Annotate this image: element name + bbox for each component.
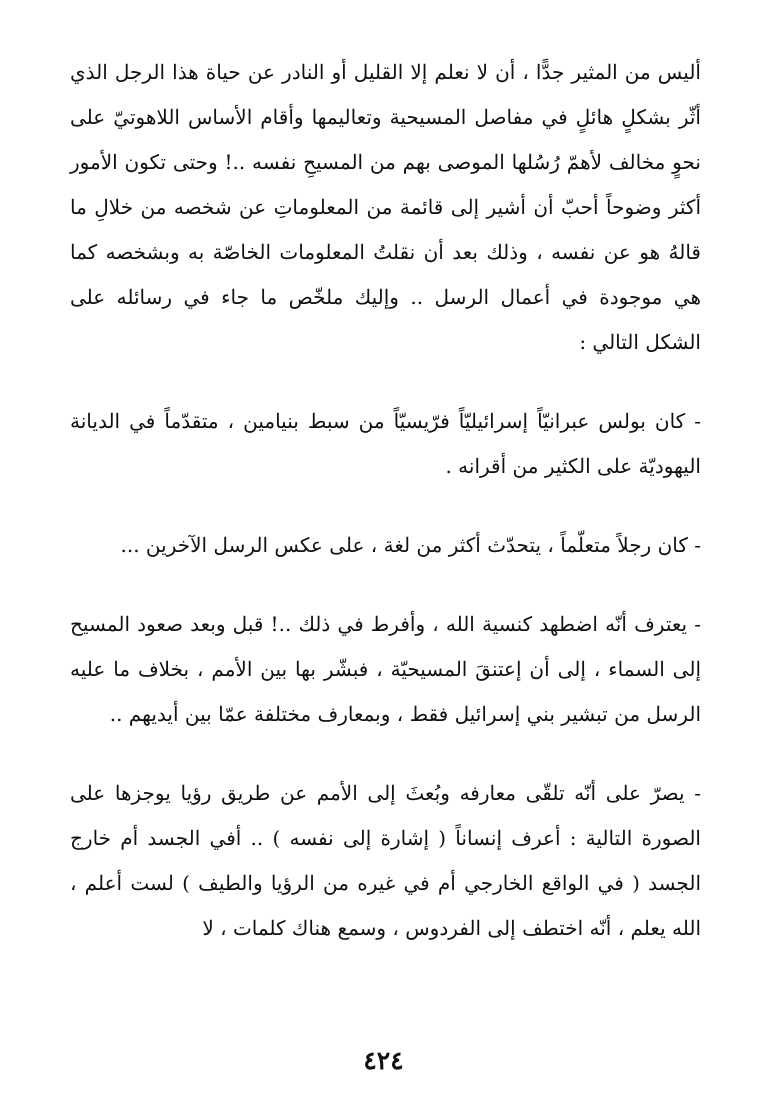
intro-paragraph: أليس من المثير جدًّا ، أن لا نعلم إلا القليل أو النادر عن حياة هذا الرجل الذي أثّر بشكلٍ هائلٍ في مفاصل المسيحية وتعاليمها وأقام الأساس اللاهوتيّ على نحوٍ مخالف لأهمّ رُسُلها الموصى بهم من المسيحِ نفسه ..! وحتى تكون الأمور أكثر وضوحاً أحبّ أن أشير إلى قائمة من المعلوماتِ عن شخصه من خلالِ ما قالهُ هو عن نفسه ، وذلك بعد أن نقلتُ المعلومات الخاصّة به وبشخصه كما هي موجودة في أعمال الرسل .. وإليك ملخّص ما جاء في رسائله على الشكل التالي : (70, 60, 701, 354)
list-item-hebrew-pharisee: - كان بولس عبرانيّاً إسرائيليّاً فرّيسيّاً من سبط بنيامين ، متقدّماً في الديانة اليهوديّة على الكثير من أقرانه . (70, 409, 701, 478)
body-text (70, 50, 701, 951)
list-item-educated: - كان رجلاً متعلّماً ، يتحدّث أكثر من لغة ، على عكس الرسل الآخرين ... (120, 533, 701, 557)
page-number: ٤٢٤ (363, 1046, 404, 1075)
list-item-persecution: - يعترف أنّه اضطهد كنسية الله ، وأفرط في ذلك ..! قبل وبعد صعود المسيح إلى السماء ، إلى أن إعتنقَ المسيحيّة ، فبشّر بها بين الأمم ، بخلاف ما عليه الرسل من تبشير بني إسرائيل فقط ، وبمعارف مختلفة عمّا بين أيديهم .. (70, 612, 701, 726)
list-item-vision: - يصرّ على أنّه تلقّى معارفه وبُعثَ إلى الأمم عن طريق رؤيا يوجزها على الصورة التالية : أعرف إنساناً ( إشارة إلى نفسه ) .. أفي الجسد أم خارج الجسد ( في الواقع الخارجي أم في غيره من الرؤيا والطيف ) لست أعلم ، الله يعلم ، أنّه اختطف إلى الفردوس ، وسمع هناك كلمات ، لا (70, 781, 701, 940)
